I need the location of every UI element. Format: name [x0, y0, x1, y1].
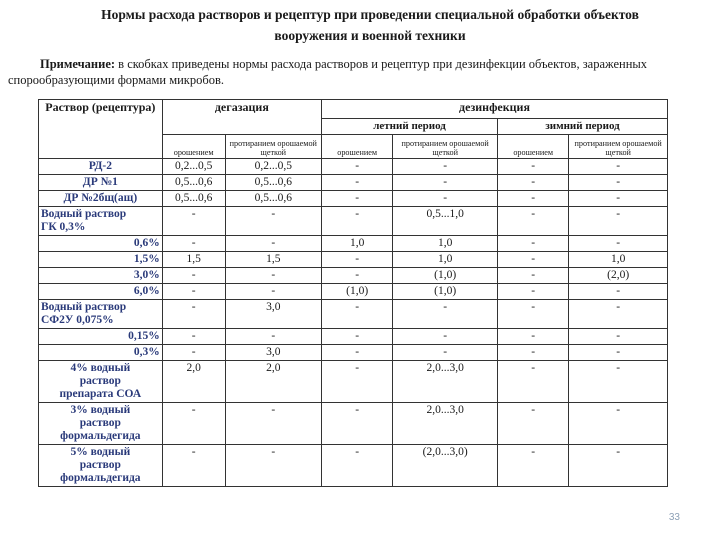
table-cell: - — [322, 206, 393, 235]
table-cell: 1,5 — [162, 251, 225, 267]
table-cell: - — [498, 299, 569, 328]
table-cell: 2,0...3,0 — [393, 402, 498, 444]
header-degassing: дегазация — [162, 100, 321, 135]
table-cell: - — [322, 444, 393, 486]
table-cell: - — [322, 299, 393, 328]
solution-name-line: Водный раствор — [41, 207, 127, 220]
table-cell: - — [498, 402, 569, 444]
title-line-1: Нормы расхода растворов и рецептур при проведении специальной обработки объектов — [101, 7, 639, 22]
table-row — [39, 360, 668, 402]
table-cell: - — [322, 174, 393, 190]
table-row — [39, 402, 668, 444]
table-cell: - — [569, 206, 668, 235]
solution-name-line: 0,3% — [133, 345, 160, 358]
table-cell: - — [162, 235, 225, 251]
row-solution-name — [39, 158, 163, 174]
solution-name-line: 6,0% — [133, 284, 160, 297]
table-cell: 2,0 — [162, 360, 225, 402]
solution-name-line: раствор — [79, 458, 121, 471]
table-row — [39, 299, 668, 328]
table-cell: - — [498, 251, 569, 267]
table-cell: - — [498, 283, 569, 299]
row-solution-name — [39, 360, 163, 402]
solution-name-line: Водный раствор — [41, 300, 127, 313]
table-cell: - — [569, 283, 668, 299]
table-cell: 1,0 — [393, 251, 498, 267]
table-row — [39, 344, 668, 360]
table-row — [39, 267, 668, 283]
table-cell: - — [225, 444, 321, 486]
table-cell: - — [569, 174, 668, 190]
table-cell: - — [393, 190, 498, 206]
table-cell: - — [393, 299, 498, 328]
table-cell: - — [322, 158, 393, 174]
table-cell: 1,0 — [393, 235, 498, 251]
slide-number: 33 — [668, 512, 680, 523]
solution-name-line: 3,0% — [133, 268, 160, 281]
solution-name-line: формальдегида — [60, 471, 141, 484]
solution-name-line: раствор — [79, 416, 121, 429]
solution-name-line: СФ2У 0,075% — [41, 313, 114, 326]
table-cell: - — [162, 444, 225, 486]
note-label: Примечание: — [40, 57, 116, 71]
table-cell: (1,0) — [393, 267, 498, 283]
table-cell: - — [162, 267, 225, 283]
table-cell: (1,0) — [322, 283, 393, 299]
row-solution-name — [39, 283, 163, 299]
table-cell: (2,0) — [569, 267, 668, 283]
table-row — [39, 206, 668, 235]
solution-name-line: формальдегида — [60, 429, 141, 442]
header-winter-wipe: протиранием орошаемой щеткой — [569, 134, 668, 158]
table-row — [39, 328, 668, 344]
header-solution-text: Раствор (рецептура) — [45, 100, 156, 114]
table-row — [39, 174, 668, 190]
solution-name-line: 5% водный — [70, 445, 131, 458]
solution-name-line: ДР №1 — [82, 175, 118, 188]
table-cell: - — [498, 206, 569, 235]
solution-name-line: 0,15% — [128, 329, 160, 342]
table-cell: - — [162, 344, 225, 360]
table-cell: (2,0...3,0) — [393, 444, 498, 486]
table-cell: - — [162, 328, 225, 344]
header-winter-period: зимний период — [498, 119, 668, 135]
table-cell: - — [225, 283, 321, 299]
table-cell: 2,0...3,0 — [393, 360, 498, 402]
solution-name-line: 1,5% — [133, 252, 160, 265]
table-cell: - — [393, 344, 498, 360]
table-cell: 2,0 — [225, 360, 321, 402]
table-cell: 0,2...0,5 — [225, 158, 321, 174]
solution-name-line: ГК 0,3% — [41, 220, 86, 233]
table-cell: - — [322, 251, 393, 267]
solution-name-line: 4% водный — [70, 361, 131, 374]
header-summer-spray: орошением — [322, 134, 393, 158]
row-solution-name — [39, 267, 163, 283]
table-cell: - — [162, 402, 225, 444]
table-cell: 0,5...0,6 — [225, 174, 321, 190]
header-solution — [39, 100, 163, 159]
table-cell: 1,0 — [569, 251, 668, 267]
table-cell: - — [162, 299, 225, 328]
title-line-2: вооружения и военной техники — [274, 28, 466, 43]
table-cell: - — [498, 174, 569, 190]
table-cell: - — [322, 267, 393, 283]
table-cell: 3,0 — [225, 344, 321, 360]
table-cell: - — [569, 190, 668, 206]
table-cell: - — [498, 190, 569, 206]
table-cell: - — [569, 344, 668, 360]
table-cell: - — [498, 344, 569, 360]
table-cell: - — [322, 360, 393, 402]
table-body — [39, 158, 668, 486]
table-cell: 0,5...1,0 — [393, 206, 498, 235]
solution-name-line: РД-2 — [88, 159, 112, 172]
solution-name-line: ДР №2бщ(ащ) — [63, 191, 138, 204]
table-row — [39, 190, 668, 206]
row-solution-name — [39, 344, 163, 360]
header-summer-period: летний период — [322, 119, 498, 135]
table-cell: (1,0) — [393, 283, 498, 299]
solution-name-line: 0,6% — [133, 236, 160, 249]
note-paragraph — [8, 56, 708, 88]
header-degassing-wipe: протиранием орошаемой щеткой — [225, 134, 321, 158]
header-degassing-spray: орошением — [162, 134, 225, 158]
table-cell: - — [225, 402, 321, 444]
table-cell: - — [498, 235, 569, 251]
table-cell: - — [225, 206, 321, 235]
table-row — [39, 283, 668, 299]
table-cell: - — [322, 402, 393, 444]
header-winter-spray: орошением — [498, 134, 569, 158]
row-solution-name — [39, 299, 163, 328]
table-cell: 3,0 — [225, 299, 321, 328]
table-cell: - — [498, 267, 569, 283]
table-cell: 1,5 — [225, 251, 321, 267]
table-row — [39, 235, 668, 251]
table-cell: - — [393, 158, 498, 174]
table-cell: - — [393, 328, 498, 344]
table-cell: - — [498, 444, 569, 486]
table-cell: - — [498, 158, 569, 174]
table-cell: - — [162, 206, 225, 235]
row-solution-name — [39, 402, 163, 444]
row-solution-name — [39, 206, 163, 235]
table-cell: - — [569, 444, 668, 486]
row-solution-name — [39, 235, 163, 251]
table-row — [39, 158, 668, 174]
table-cell: - — [225, 235, 321, 251]
table-row — [39, 251, 668, 267]
table-cell: - — [498, 360, 569, 402]
table-cell: 0,2...0,5 — [162, 158, 225, 174]
table-cell: - — [322, 328, 393, 344]
note-text: в скобках приведены нормы расхода растворов и рецептур при дезинфекции объектов, зараженных спорообразующими формами микробов. — [8, 57, 648, 87]
table-cell: 0,5...0,6 — [225, 190, 321, 206]
solution-name-line: препарата СОА — [59, 387, 142, 400]
row-solution-name — [39, 444, 163, 486]
table-cell: - — [498, 328, 569, 344]
table-cell: - — [393, 174, 498, 190]
header-summer-wipe: протиранием орошаемой щеткой — [393, 134, 498, 158]
table-cell: - — [322, 344, 393, 360]
table-cell: - — [322, 190, 393, 206]
table-row — [39, 444, 668, 486]
row-solution-name — [39, 190, 163, 206]
solution-name-line: раствор — [79, 374, 121, 387]
table-cell: - — [569, 328, 668, 344]
table-cell: - — [569, 235, 668, 251]
row-solution-name — [39, 251, 163, 267]
table-cell: - — [225, 328, 321, 344]
row-solution-name — [39, 328, 163, 344]
document-title — [40, 4, 700, 46]
table-cell: 0,5...0,6 — [162, 174, 225, 190]
solution-name-line: 3% водный — [70, 403, 131, 416]
table-cell: - — [569, 299, 668, 328]
table-cell: 1,0 — [322, 235, 393, 251]
table-cell: - — [569, 158, 668, 174]
table-cell: - — [225, 267, 321, 283]
header-disinfection: дезинфекция — [322, 100, 668, 119]
row-solution-name — [39, 174, 163, 190]
consumption-norms-table — [38, 99, 668, 487]
table-cell: - — [569, 402, 668, 444]
table-cell: - — [162, 283, 225, 299]
table-cell: 0,5...0,6 — [162, 190, 225, 206]
table-cell: - — [569, 360, 668, 402]
